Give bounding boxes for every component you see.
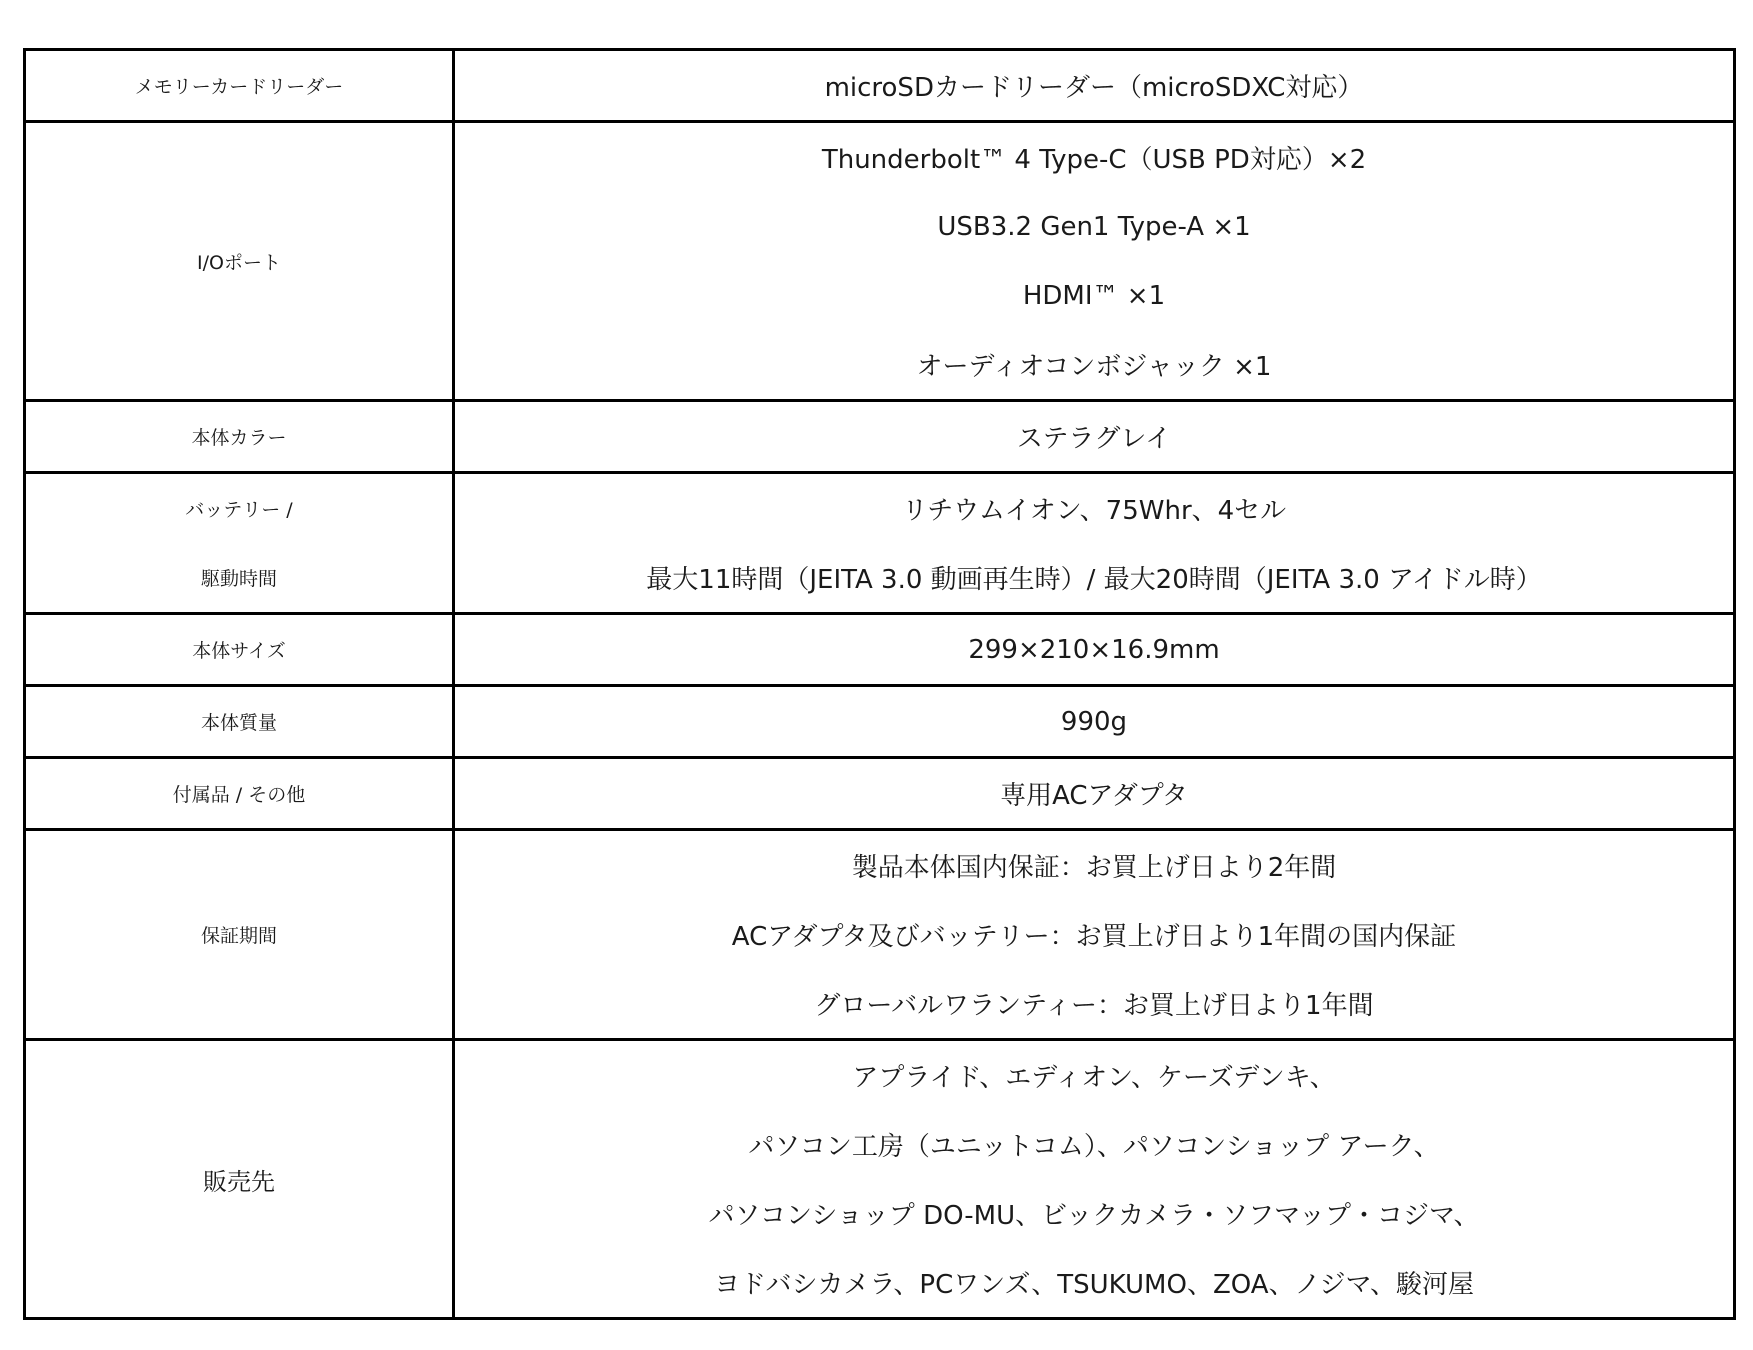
row-label-text: バッテリー / (185, 499, 293, 521)
row-label (25, 401, 454, 473)
row-value-line: Thunderbolt™ 4 Type-C（USB PD対応）×2 (821, 145, 1367, 175)
row-value (454, 758, 1735, 830)
table-row-battery (25, 473, 1735, 614)
row-label-text: 駆動時間 (200, 568, 277, 590)
row-value (454, 1040, 1735, 1319)
table-row-retailers (25, 1040, 1735, 1319)
row-value-line: グローバルワランティー：お買上げ日より1年間 (814, 991, 1374, 1021)
row-value (454, 50, 1735, 122)
row-value (454, 614, 1735, 686)
row-value-line: アプライド、エディオン、ケーズデンキ、 (852, 1063, 1336, 1093)
row-value-line: パソコンショップ DO-MU、ビックカメラ・ソフマップ・コジマ、 (708, 1201, 1480, 1231)
row-value-line: リチウムイオン、75Whr、4セル (901, 496, 1287, 526)
row-label-text: 付属品 / その他 (172, 784, 306, 806)
row-value-line: 最大11時間（JEITA 3.0 動画再生時）/ 最大20時間（JEITA 3.0 アイドル時） (646, 565, 1542, 595)
row-value-line: 299×210×16.9mm (968, 634, 1220, 665)
row-label-text: 本体カラー (191, 427, 287, 449)
spec-table (23, 48, 1736, 1320)
row-value-line: 製品本体国内保証：お買上げ日より2年間 (851, 853, 1337, 883)
row-value-line: パソコン工房（ユニットコム）、パソコンショップ アーク、 (748, 1132, 1440, 1162)
row-label (25, 122, 454, 401)
row-label (25, 50, 454, 122)
row-value-line: ステラグレイ (1016, 424, 1172, 454)
row-label-text: 本体質量 (200, 712, 277, 734)
row-value-line: 専用ACアダプタ (1000, 781, 1188, 811)
row-value (454, 686, 1735, 758)
row-label (25, 473, 454, 614)
row-value (454, 122, 1735, 401)
row-value (454, 401, 1735, 473)
row-value-line: 990g (1060, 706, 1128, 737)
row-value-line: オーディオコンボジャック ×1 (916, 352, 1272, 382)
row-label-text: メモリーカードリーダー (134, 76, 344, 98)
row-label-text: 本体サイズ (192, 640, 286, 662)
row-label-text: I/Oポート (197, 251, 281, 274)
table-row-accessories (25, 758, 1735, 830)
table-row-warranty (25, 830, 1735, 1040)
row-value-line: ACアダプタ及びバッテリー：お買上げ日より1年間の国内保証 (731, 922, 1457, 952)
row-label (25, 830, 454, 1040)
row-label (25, 1040, 454, 1319)
row-label (25, 614, 454, 686)
row-value (454, 830, 1735, 1040)
row-label (25, 686, 454, 758)
row-value-line: USB3.2 Gen1 Type-A ×1 (937, 211, 1251, 242)
row-label-text: 保証期間 (200, 925, 277, 947)
row-value (454, 473, 1735, 614)
table-row-memory-card-reader (25, 50, 1735, 122)
table-row-body-weight (25, 686, 1735, 758)
row-value-line: microSDカードリーダー（microSDXC対応） (824, 73, 1364, 103)
table-row-io-ports (25, 122, 1735, 401)
row-value-line: ヨドバシカメラ、PCワンズ、TSUKUMO、ZOA、ノジマ、駿河屋 (714, 1270, 1474, 1300)
row-label-text: 販売先 (203, 1167, 275, 1196)
table-row-body-color (25, 401, 1735, 473)
row-label (25, 758, 454, 830)
row-value-line: HDMI™ ×1 (1022, 280, 1166, 311)
table-row-body-size (25, 614, 1735, 686)
